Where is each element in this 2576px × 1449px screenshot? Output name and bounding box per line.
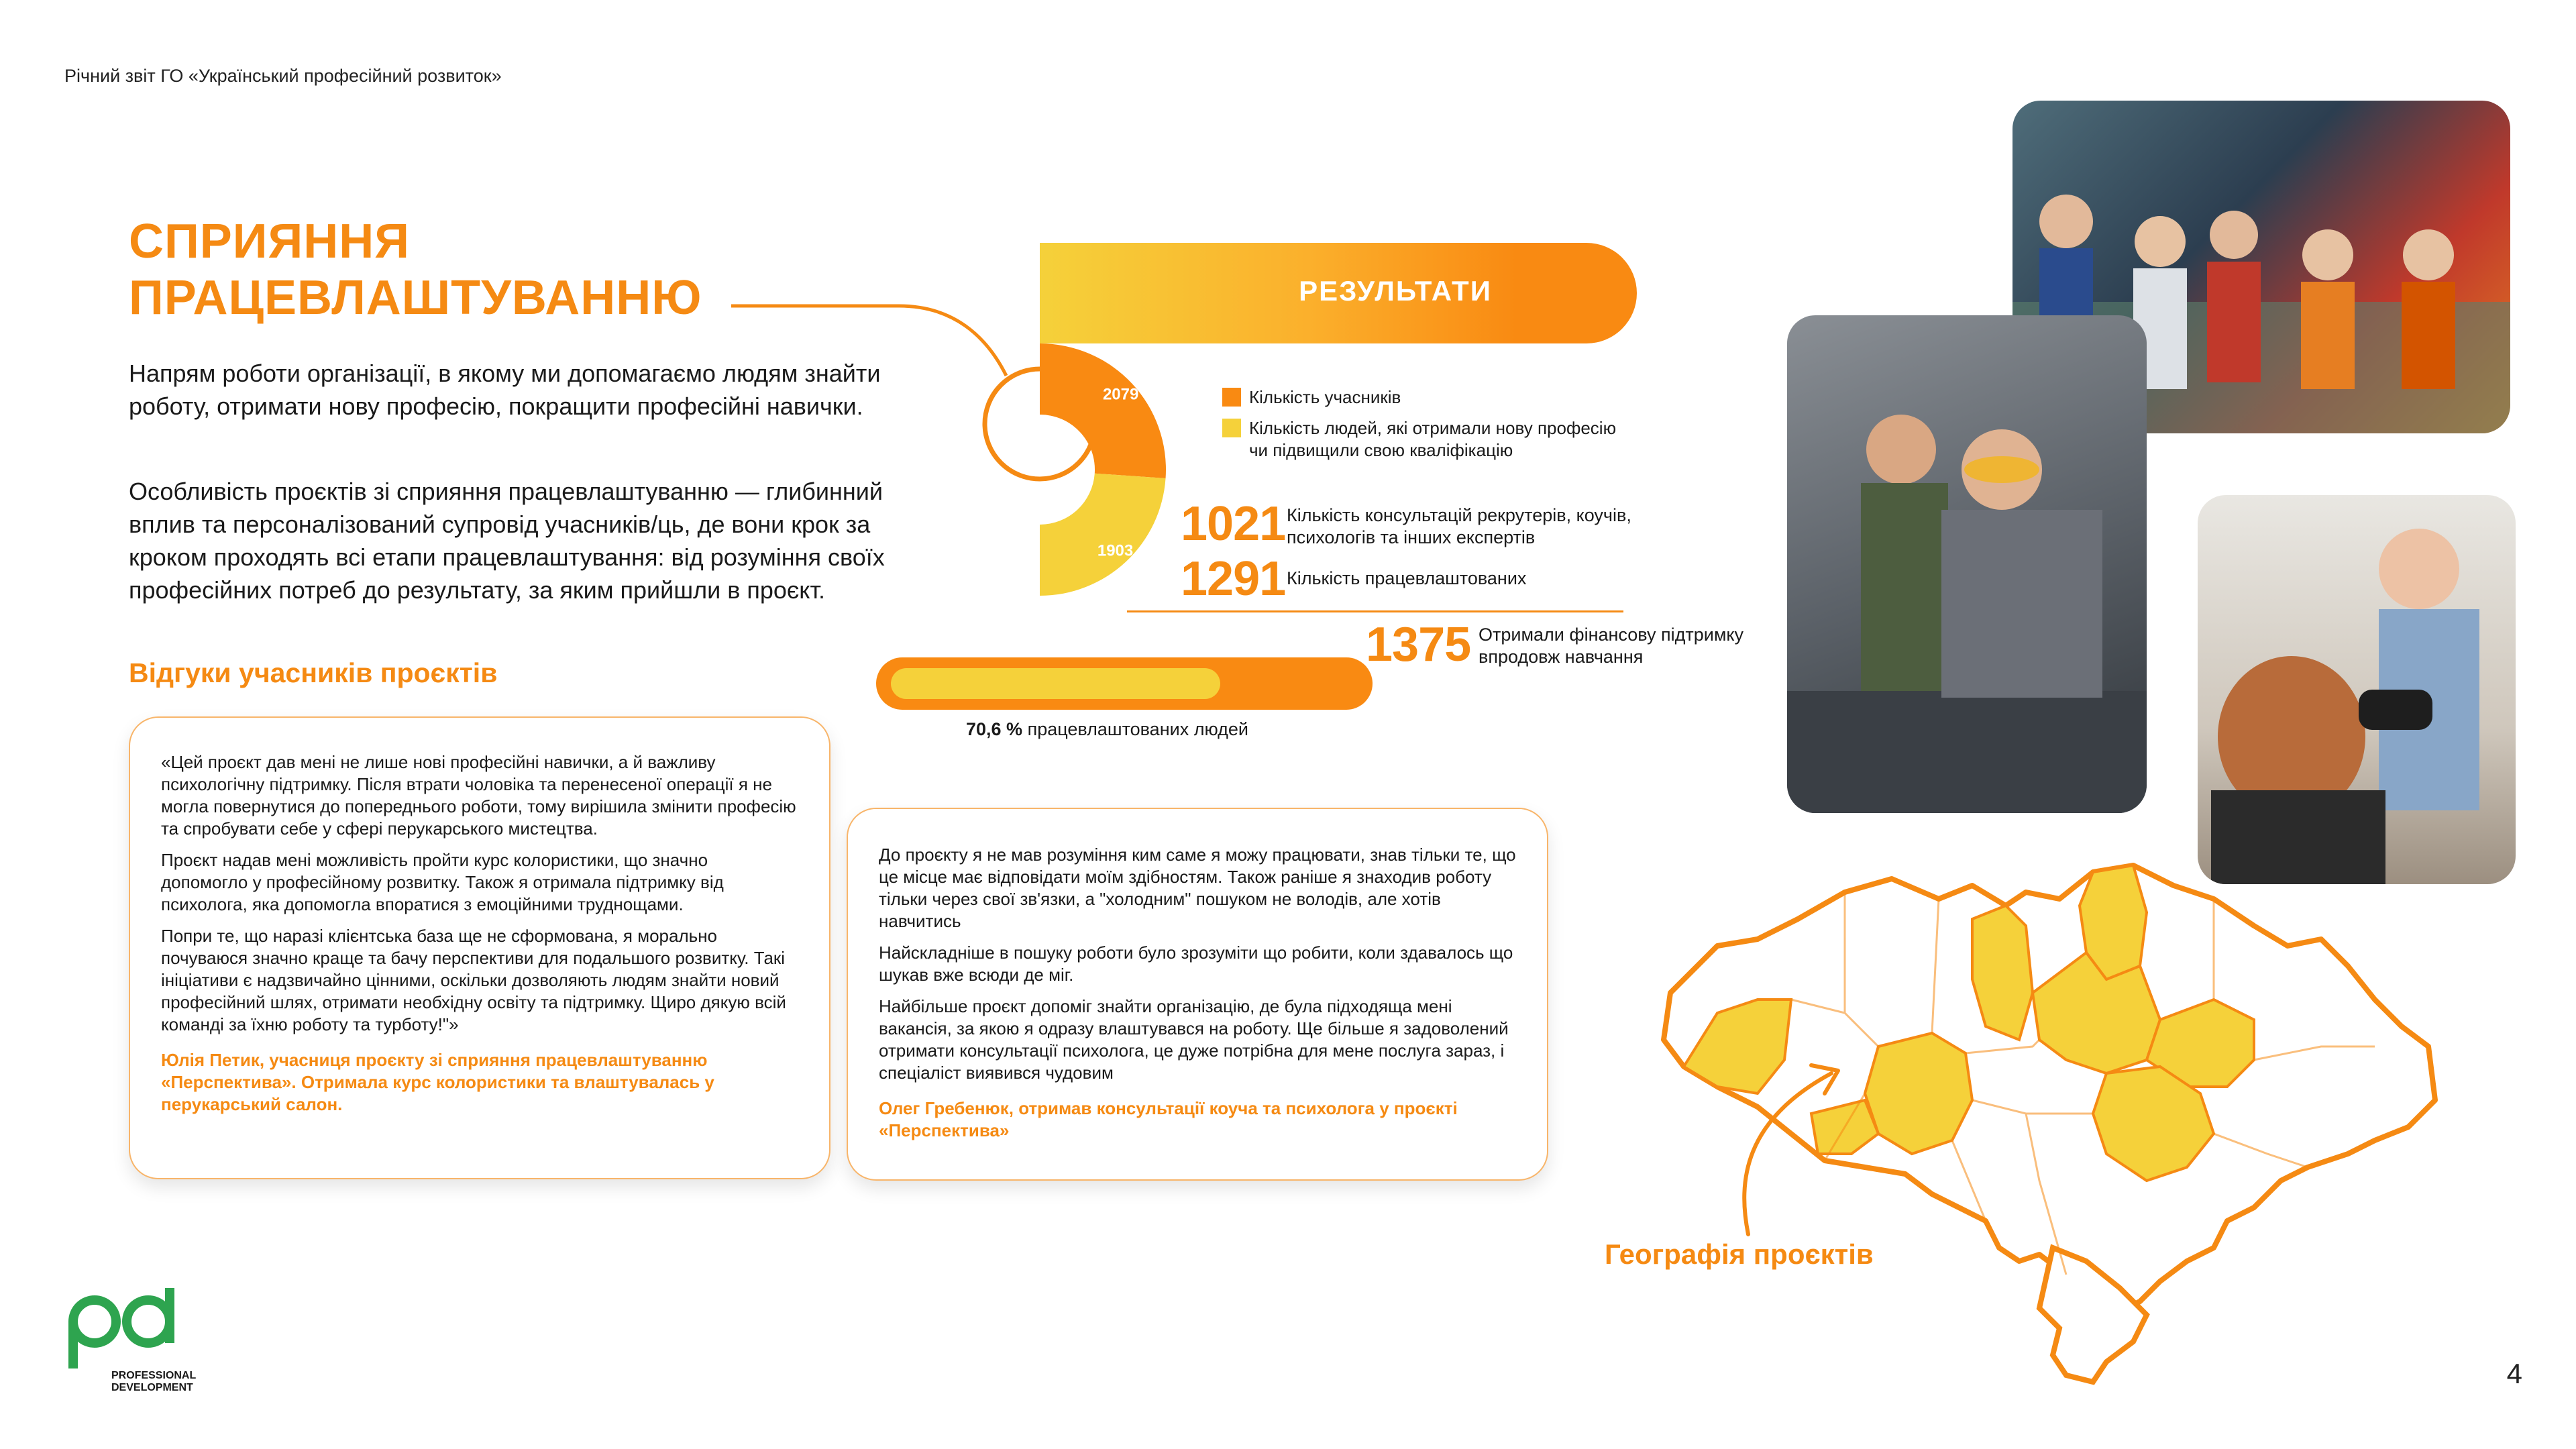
logo-text-line-1: PROFESSIONAL <box>111 1370 197 1381</box>
stat-financial-label: Отримали фінансову підтримку впродовж навчання <box>1479 625 1744 667</box>
progress-caption <box>966 719 1248 740</box>
stat-financial-value: 1375 <box>1366 618 1471 672</box>
donut-value-label: 1903 <box>1097 541 1134 560</box>
report-header: Річний звіт ГО «Український професійний розвиток» <box>64 66 502 86</box>
progress-percent: 70,6 % <box>966 719 1023 739</box>
donut-slice-participants <box>1040 343 1166 478</box>
intro-paragraph-2: Особливість проєктів зі сприяння працевлаштуванню — глибинний вплив та персоналізований супровід учасників/ць, де вони крок за кроком проходять всі етапи працевлаштування: від розуміння своїх професійних потреб до результату, за яким прийшли в проєкт. <box>129 478 885 604</box>
feedback-1-paragraph: «Цей проєкт дав мені не лише нові професійні навички, а й важливу психологічну підтримку. Після втрати чоловіка та перенесеної операції я не могла повернутися до попереднього роботи, тому вирішила змінити професію та спробувати себе у сфері перукарського мистецтва. <box>161 752 796 839</box>
legend-participants-label: Кількість учасників <box>1249 387 1401 407</box>
stat-consultations-value: 1021 <box>1181 497 1286 551</box>
legend-qualified-label: Кількість людей, які отримали нову професію чи підвищили свою кваліфікацію <box>1249 418 1617 460</box>
feedback-1-author: Юлія Петик, учасниця проєкту зі сприяння працевлаштуванню «Перспектива». Отримала курс колористики та влаштувалась у перукарський салон. <box>161 1050 714 1114</box>
geography-arrow <box>1731 1046 1878 1248</box>
stats-divider <box>1127 610 1623 612</box>
stat-employed-value: 1291 <box>1181 552 1286 606</box>
donut-value-label: 2079 <box>1102 385 1139 404</box>
photo-hairdresser-art <box>2198 495 2516 884</box>
feedback-2-paragraph: Найбільше проєкт допоміг знайти організацію, де була підходяща мені вакансія, за якою я одразу влаштувався на роботу. Ще більше я задоволений отримати консультації психолога, це дуже потрібна для мене послуга зараз, і спеціаліст виявився чудовим <box>879 996 1509 1083</box>
connector-line <box>731 306 1006 376</box>
photo-hairdresser <box>2198 495 2516 884</box>
stat-consultations-label: Кількість консультацій рекрутерів, коучів, психологів та інших експертів <box>1287 505 1631 547</box>
title-line-2: ПРАЦЕВЛАШТУВАННЮ <box>129 271 702 325</box>
legend-swatch-participants <box>1222 388 1241 407</box>
feedback-heading: Відгуки учасників проєктів <box>129 657 498 688</box>
feedback-2-paragraph: Найскладніше в пошуку роботи було зрозуміти що робити, коли здавалось що шукав вже всюди де міг. <box>879 943 1513 985</box>
results-label: РЕЗУЛЬТАТИ <box>1299 275 1492 307</box>
logo-text-line-2: DEVELOPMENT <box>111 1382 193 1393</box>
photo-car-repair <box>1787 315 2147 813</box>
feedback-2-paragraph: До проєкту я не мав розуміння ким саме я можу працювати, знав тільки те, що це місце має відповідати моїм здібностям. Також раніше я знаходив роботу тільки через свої зв'язки, а "холодним" пошуком не володів, але хотів навчитись <box>879 845 1516 931</box>
page-number: 4 <box>2506 1358 2522 1389</box>
geography-label: Географія проєктів <box>1605 1238 1874 1270</box>
feedback-1-paragraph: Проєкт надав мені можливість пройти курс колористики, що значно допомогло у професійному розвитку. Також я отримала підтримку від психолога, яка допомогла впоратися з емоційними труднощами. <box>161 850 724 914</box>
logo <box>64 1288 212 1409</box>
intro-paragraph-1: Напрям роботи організації, в якому ми допомагаємо людям знайти роботу, отримати нову професію, покращити професійні навички. <box>129 360 881 420</box>
stat-employed-label: Кількість працевлаштованих <box>1287 568 1527 588</box>
progress-bar-track <box>876 657 1373 710</box>
title-line-1: СПРИЯННЯ <box>129 215 411 268</box>
pd-logo-icon <box>64 1288 199 1368</box>
feedback-2-author: Олег Гребенюк, отримав консультації коуча та психолога у проєкті «Перспектива» <box>879 1098 1458 1140</box>
donut-slice-qualified <box>1040 474 1166 596</box>
arrow-curve <box>1744 1073 1831 1234</box>
photo-car-repair-art <box>1787 315 2147 813</box>
progress-label: працевлаштованих людей <box>1027 719 1248 739</box>
progress-bar-fill <box>891 668 1220 699</box>
feedback-1-paragraph: Попри те, що наразі клієнтська база ще не сформована, я морально почуваюся значно краще та бачу перспективи для подальшого розвитку. Такі ініціативи є надзвичайно цінними, оскільки дозволяють людям знайти новий професійний шлях, отримати необхідну освіту та підтримку. Щиро дякую всій команді за їхню роботу та турботу!"» <box>161 926 786 1034</box>
logo-text <box>111 1370 196 1394</box>
legend-swatch-qualified <box>1222 419 1241 437</box>
